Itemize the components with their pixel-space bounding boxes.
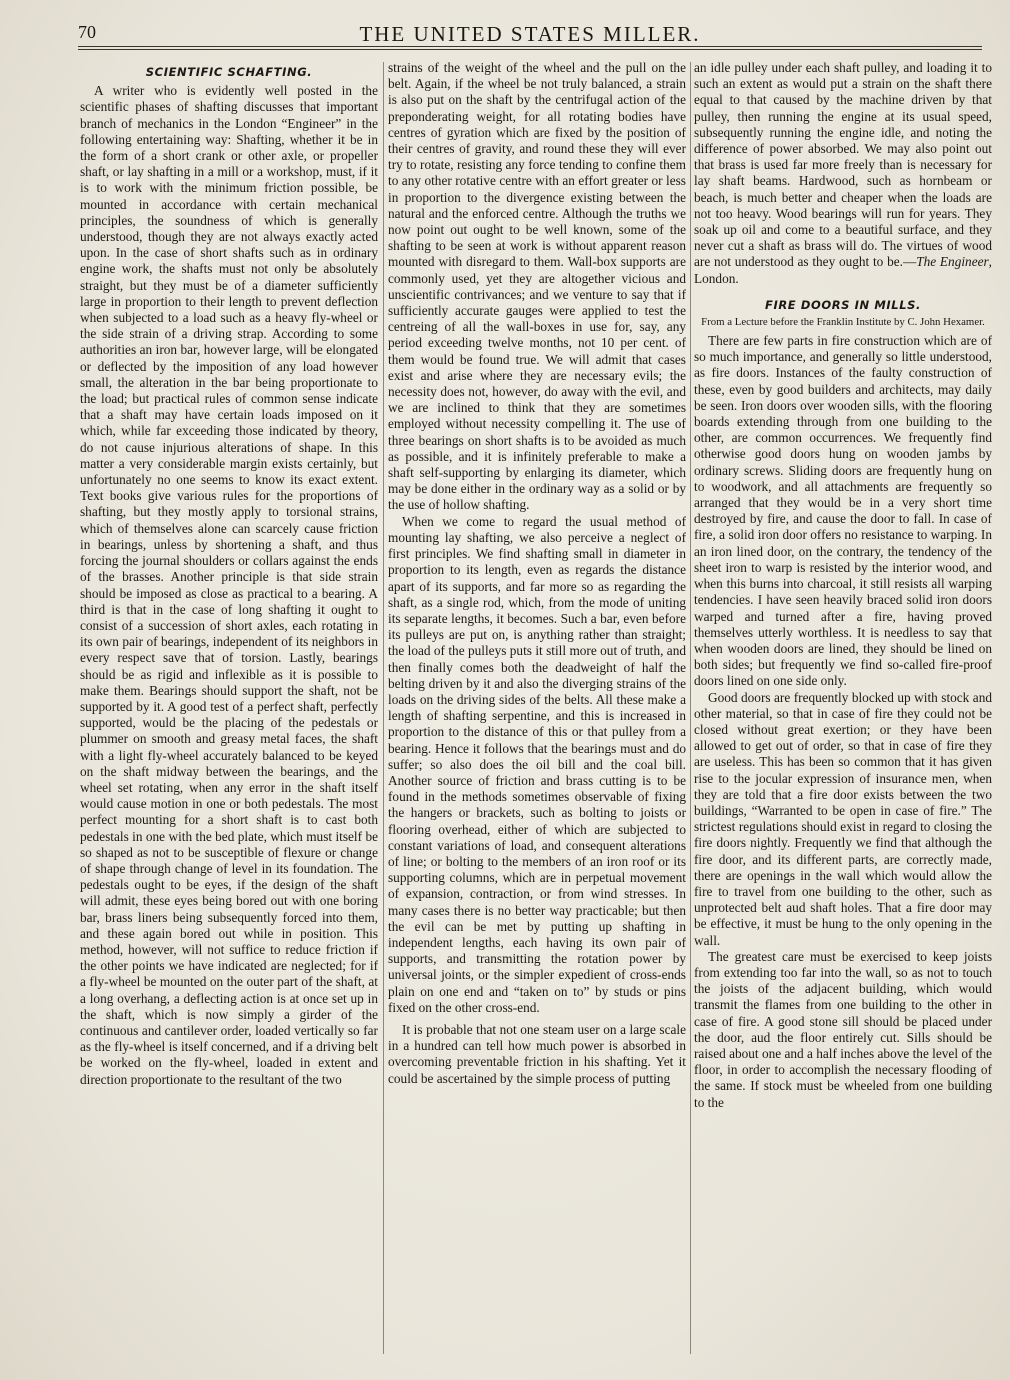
article-title-scientific-shafting: SCIENTIFIC SCHAFTING. <box>145 65 313 79</box>
article-paragraph: There are few parts in fire construction which are of so much importance, and generally so little understood, as fire doors. Instances of the faulty construction of these, even by good builders and architects, may daily be seen. Iron doors over wooden sills, with the flooring boards extending through from one building to the other, are common occurrences. We frequently find otherwise good doors hung on wooden jambs by ordinary screws. Sliding doors are frequently hung on to woodwork, and all attachments are frequently so arranged that they would be in a very short time destroyed by fire, and cause the door to fall. In case of fire, a solid iron door offers no resistance to warping. In an iron lined door, on the contrary, the tendency of the sheet iron to warp is resisted by the interior wood, and when this burns into charcoal, it still resists all warping tendencies. I have seen heavily braced solid iron doors warped and turned after a fire, having proved themselves utterly worthless. It is needless to say that when wooden doors are lined, they should be lined on both sides; but frequently we find so-called fire-proof doors lined on one side only. <box>694 333 992 689</box>
section-gap <box>694 287 992 293</box>
article-byline: From a Lecture before the Franklin Institute by C. John Hexamer. <box>701 316 985 329</box>
paragraph-text: an idle pulley under each shaft pulley, and loading it to such an extent as would put a strain on the shaft there equal to that caused by the machine driven by that pulley, then running the engine at its usual speed, subsequently running the engine idle, and noting the difference of power absorbed. We may also point out that brass is used far more freely than is necessary for lay shaft beams. Hardwood, such as hornbeam or beach, is much better and cheaper when the loads are not too heavy. Wood bearings will run for years. They soak up oil and come to a beautiful surface, and they never cut a shaft as brass will do. The virtues of wood are not understood as they ought to be.— <box>694 60 992 270</box>
article-paragraph: It is probable that not one steam user on a large scale in a hundred can tell how much power is absorbed in overcoming preventable friction in his shafting. Yet it could be ascertained by the simple process of putting <box>388 1021 686 1086</box>
column-2 <box>388 60 686 1360</box>
journal-title: THE UNITED STATES MILLER. <box>359 22 701 46</box>
source-citation: The Engineer <box>916 254 989 270</box>
column-divider <box>690 62 691 1354</box>
article-title-fire-doors: FIRE DOORS IN MILLS. <box>764 297 922 312</box>
article-paragraph: Good doors are frequently blocked up with stock and other material, so that in case of fire they could not be closed without great exertion; or they have been allowed to get out of order, so that in case of fire they are useless. This has been so common that it has given rise to the jocular expression of insurance men, when they are told that a fire door exists between the two buildings, “Warranted to be open in case of fire.” The strictest regulations should exist in regard to closing the fire doors nightly. Frequently we find that although the fire door, and its different parts, are correctly made, there are openings in the wall which would allow the fire to travel from one building to the other, such as unprotected belt aud shaft holes. That a fire door may be effective, it must be hung to the only opening in the wall. <box>694 689 992 948</box>
column-divider <box>383 62 384 1354</box>
header-rule <box>78 46 982 50</box>
article-paragraph <box>694 60 992 287</box>
article-paragraph: When we come to regard the usual method of mounting lay shafting, we also perceive a neglect of first principles. We find shafting small in diameter in proportion to its length, even as regards the distance apart of its supports, and far more so as regarding the shaft, as a single rod, which, from the mode of uniting its separate lengths, it becomes. Such a bar, even before its pulleys are put on, is anything rather than straight; the load of the pulleys puts it still more out of truth, and then finally comes both the deadweight of half the belting driven by it and also the diverging strains of the loads on the driving sides of the belts. All these make a length of shafting serpentine, and this is increased in proportion to the distance of this or that pulley from a bearing. Hence it follows that the bearings must and do suffer; so also does the oil bill and the coal bill. Another source of friction and brass cutting is to be found in the methods sometimes observable of fixing the hangers or brackets, such as bolting to joists or flooring overhead, either of which are subjected to constant variations of load, and consequent alterations of line; or bolting to the members of an iron roof or its supporting columns, which are in perpetual movement of expansion, contraction, or from wind stresses. In many cases there is no better way practicable; but then the evil can be met by putting up shafting in independent lengths, each having its own pair of supports, and transmitting the rotation power by universal joints, or the simpler expedient of cross-ends plain on one end and “taken on to” by studs or pins fixed on the other cross-end. <box>388 513 686 1015</box>
column-3 <box>694 60 992 1360</box>
article-paragraph: The greatest care must be exercised to keep joists from extending too far into the wall, so as not to touch the joists of the adjacent building, which would transmit the flames from one building to the other in case of fire. A good stone sill should be placed under the door, aud the floor entirely cut. Sills should be raised about one and a half inches above the level of the floor, in order to accomplish the necessary flooding of the same. If stock must be wheeled from one building to the <box>694 948 992 1110</box>
masthead <box>78 22 982 48</box>
article-paragraph: A writer who is evidently well posted in the scientific phases of shafting discusses that important branch of mechanics in the London “Engineer” in the following entertaining way: Shafting, whether it be in the form of a short crank or other axle, or propeller shaft, or lay shafting in a mill or a workshop, must, if it is to work with the minimum friction possible, be mounted in accordance with certain mechanical principles, the soundness of which is generally understood, though they are not always exactly acted upon. In the case of short shafts such as in ordinary engine work, the shafts must not only be absolutely straight, but they must be of a diameter sufficiently large in proportion to their length to prevent deflection when subjected to a load such as a heavy fly-wheel or the side strain of a driving strap. According to some authorities an iron bar, however large, will be elongated or deflected by the imposition of any load however small, the alteration in the bar being proportionate to the load; but practical rules of common sense indicate that a shaft may have certain loads imposed on it which, while far exceeding those indicated by theory, do not cause injurious alterations of shape. In this matter a very considerable margin exists certainly, but unfortunately no one seems to know its exact extent. Text books give various rules for the proportions of shafting, but they mostly apply to torsional strains, which of themselves alone can scarcely cause friction in bearings, unless by shortening a shaft, and thus forcing the journal shoulders or collars against the ends of the brasses. Another principle is that side strain should be imposed as close as practical to a bearing. A third is that in the case of long shafting it ought to consist of a succession of short axles, each rotating in its own pair of bearings, independent of its neighbors in every respect save that of torsion. Lastly, bearings should be as rigid and inflexible as it is possible to make them. Bearings should support the shaft, not be supported by it. A good test of a perfect shaft, perfectly supported, would be the placing of the pedestals or plummer on smooth and greasy metal faces, the shaft with a light fly-wheel accurately balanced to be keyed on the shaft midway between the bearings, and the wheel set rotating, when any error in the shaft itself would cause motion in one or both pedestals. The most perfect mounting for a short shaft is to cast both pedestals in one with the bed plate, which must itself be so shaped as not to be susceptible of flexure or change of shape through change of level in its foundation. The pedestals ought to be eyes, if the design of the shaft will admit, these eyes being bored out with one boring bar, brass liners being subsequently forced into them, and these again bored out while in position. This method, however, will not suffice to reduce friction if the other points we have indicated are neglected; for if a fly-wheel be mounted on the outer part of the shaft, at a long overhang, a deflecting action is at once set up in the shaft, which is now simply a girder of the continuous and cantilever order, loaded vertically so far as the fly-wheel is itself concerned, and if a driving belt be worked on the fly-wheel, loaded in extent and direction proportionate to the resultant of the two <box>80 83 378 1087</box>
column-1 <box>80 60 378 1360</box>
page-number: 70 <box>78 22 96 42</box>
article-paragraph: strains of the weight of the wheel and the pull on the belt. Again, if the wheel be not truly balanced, a strain is also put on the shaft by the centrifugal action of the preponderating weight, for all rotating bodies have centres of gyration which are fixed by the position of their centres of gravity, and round these they will ever try to rotate, resisting any force tending to confine them to any other rotative centre with an effort greater or less in proportion to the divergence existing between the natural and the enforced centre. Although the truths we now point out ought to be well known, some of the shafting to be seen at work is without apparent reason mounted with disregard to them. Wall-box supports are commonly used, yet they are altogether vicious and unscientific contrivances; and we venture to say that if sufficiently accurate gauges were applied to test the centreing of all the wall-boxes in use for, say, any period exceeding twelve months, not 10 per cent. of them would be found true. We will admit that cases exist and arise where they are necessary evils; the necessity does not, however, do away with the evil, and we are inclined to think that they are sometimes employed without necessity compelling it. The use of three bearings on short shafts is to be avoided as much as possible, and it is infinitely preferable to make a shaft self-supporting by enlarging its diameter, which may be done either in the ordinary way as a solid or by the use of hollow shafting. <box>388 60 686 513</box>
paragraph-text: , London. <box>694 254 992 286</box>
